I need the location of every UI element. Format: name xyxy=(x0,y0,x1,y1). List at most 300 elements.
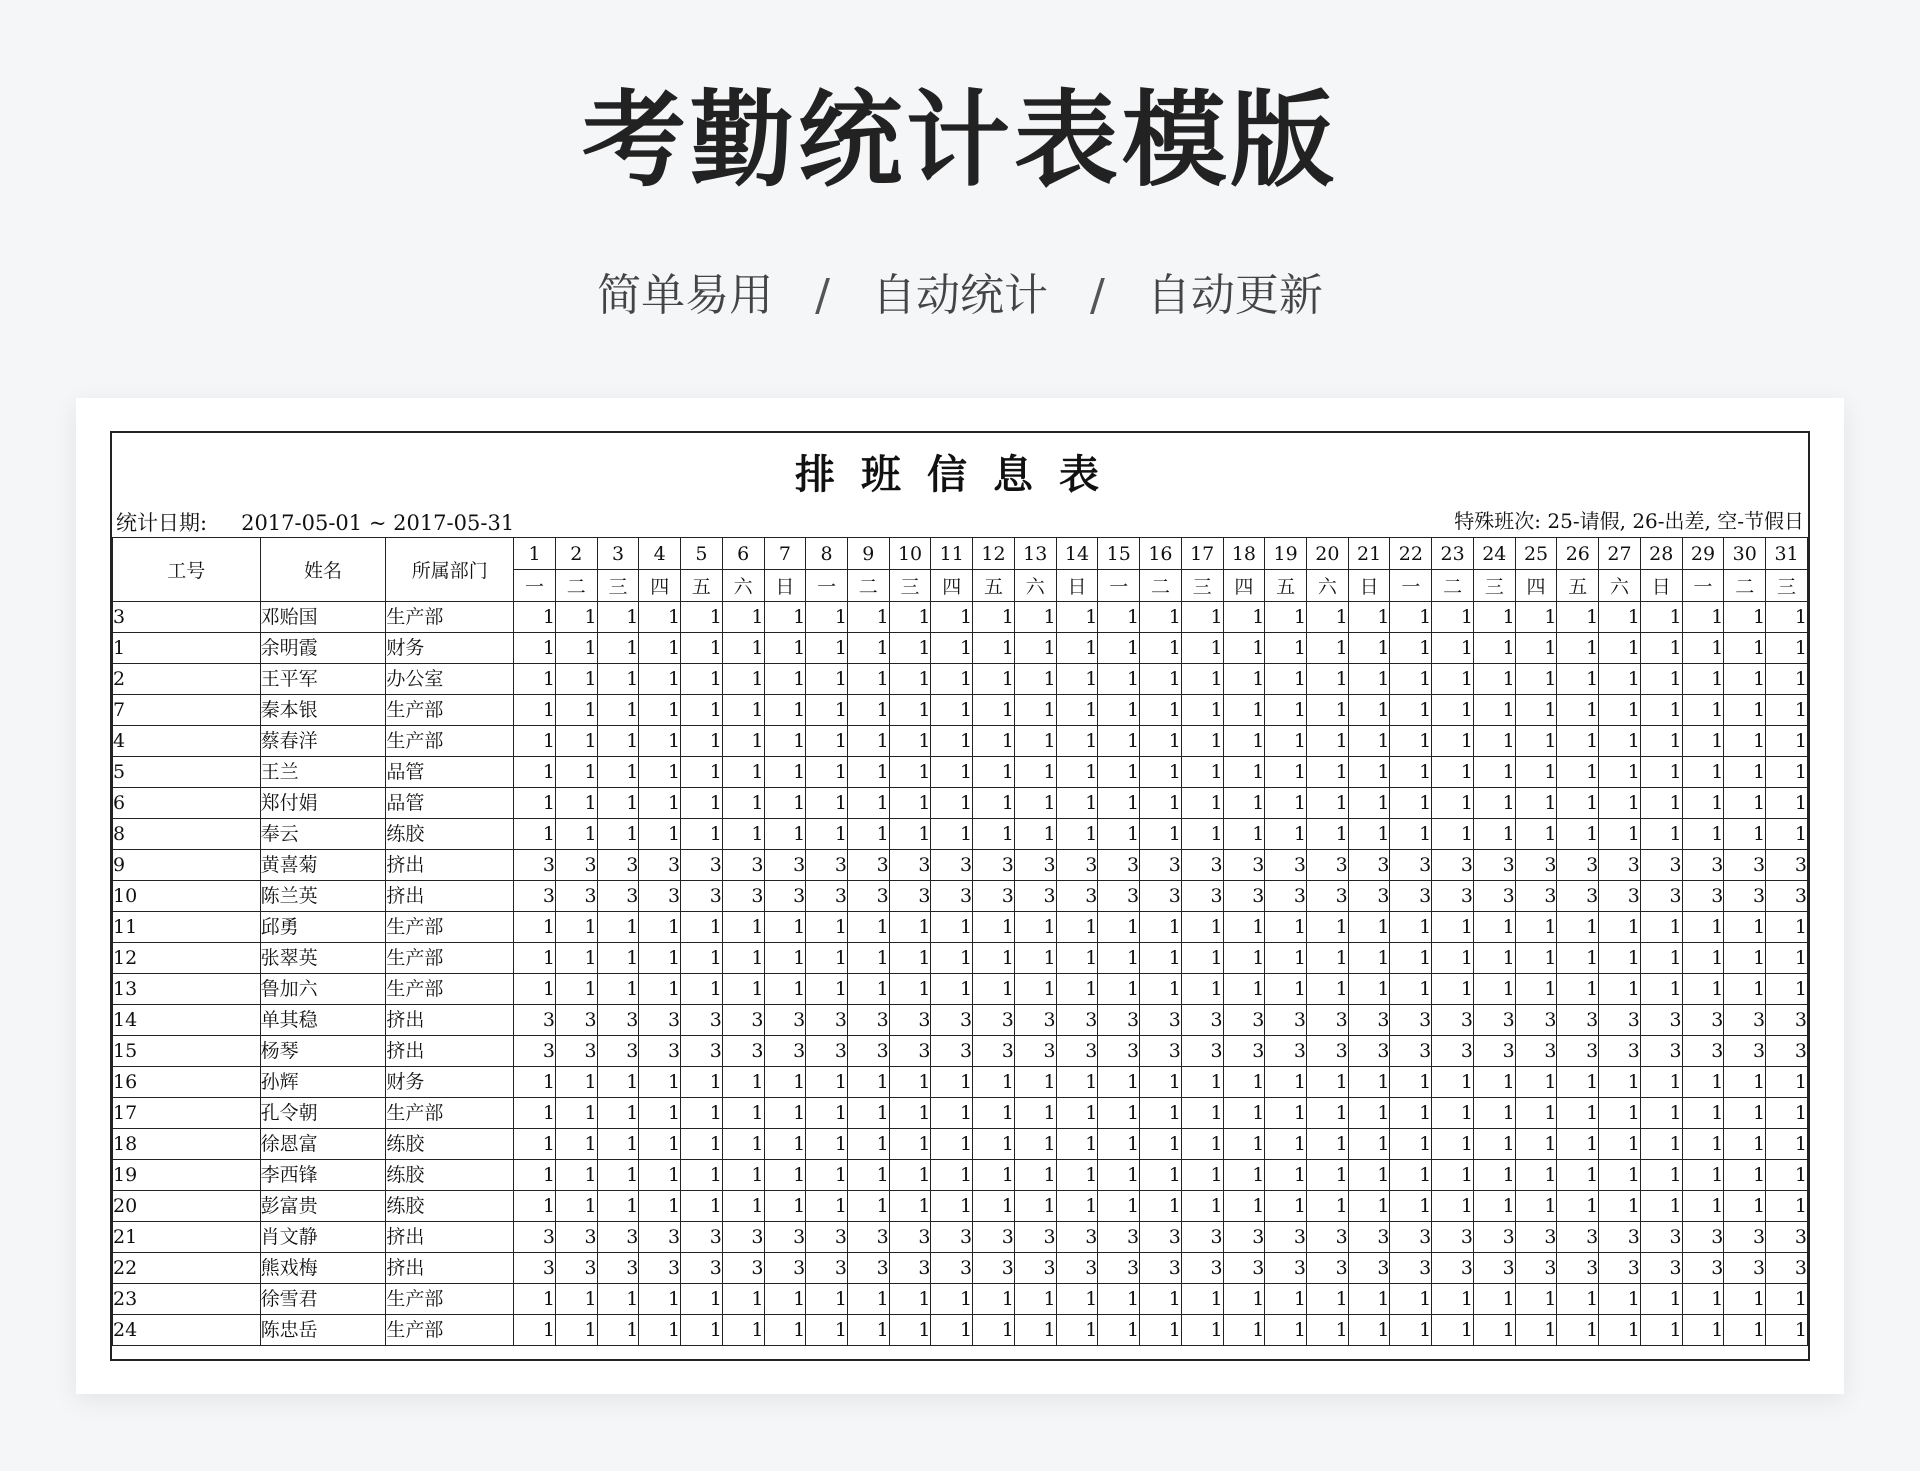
shift-cell[interactable]: 1 xyxy=(1682,974,1724,1005)
shift-cell[interactable]: 3 xyxy=(1766,850,1808,881)
shift-cell[interactable]: 1 xyxy=(1557,1284,1599,1315)
shift-cell[interactable]: 1 xyxy=(1181,1067,1223,1098)
shift-cell[interactable]: 3 xyxy=(847,1036,889,1067)
shift-cell[interactable]: 1 xyxy=(1098,1284,1140,1315)
shift-cell[interactable]: 1 xyxy=(764,819,806,850)
shift-cell[interactable]: 1 xyxy=(681,974,723,1005)
shift-cell[interactable]: 1 xyxy=(1599,602,1641,633)
department-cell[interactable]: 练胶 xyxy=(386,819,514,850)
shift-cell[interactable]: 3 xyxy=(1140,1253,1182,1284)
shift-cell[interactable]: 1 xyxy=(1515,974,1557,1005)
shift-cell[interactable]: 1 xyxy=(764,633,806,664)
shift-cell[interactable]: 1 xyxy=(1181,726,1223,757)
shift-cell[interactable]: 3 xyxy=(889,850,931,881)
shift-cell[interactable]: 1 xyxy=(1682,1067,1724,1098)
shift-cell[interactable]: 1 xyxy=(1515,912,1557,943)
employee-id-cell[interactable]: 21 xyxy=(113,1222,261,1253)
shift-cell[interactable]: 1 xyxy=(1390,974,1432,1005)
shift-cell[interactable]: 1 xyxy=(1056,1315,1098,1346)
shift-cell[interactable]: 3 xyxy=(1307,881,1349,912)
shift-cell[interactable]: 1 xyxy=(1181,1160,1223,1191)
shift-cell[interactable]: 1 xyxy=(931,819,973,850)
shift-cell[interactable]: 1 xyxy=(1724,757,1766,788)
department-cell[interactable]: 生产部 xyxy=(386,943,514,974)
shift-cell[interactable]: 3 xyxy=(555,1005,597,1036)
shift-cell[interactable]: 1 xyxy=(1557,974,1599,1005)
employee-id-cell[interactable]: 22 xyxy=(113,1253,261,1284)
shift-cell[interactable]: 1 xyxy=(1307,1098,1349,1129)
shift-cell[interactable]: 1 xyxy=(889,1315,931,1346)
shift-cell[interactable]: 1 xyxy=(1599,1160,1641,1191)
shift-cell[interactable]: 1 xyxy=(1307,943,1349,974)
shift-cell[interactable]: 1 xyxy=(722,1284,764,1315)
shift-cell[interactable]: 1 xyxy=(764,974,806,1005)
shift-cell[interactable]: 1 xyxy=(1766,1067,1808,1098)
shift-cell[interactable]: 1 xyxy=(1348,757,1390,788)
shift-cell[interactable]: 1 xyxy=(1432,695,1474,726)
shift-cell[interactable]: 1 xyxy=(973,726,1015,757)
shift-cell[interactable]: 1 xyxy=(1766,819,1808,850)
shift-cell[interactable]: 1 xyxy=(1432,1191,1474,1222)
shift-cell[interactable]: 1 xyxy=(514,912,556,943)
shift-cell[interactable]: 1 xyxy=(681,1067,723,1098)
shift-cell[interactable]: 1 xyxy=(847,1315,889,1346)
shift-cell[interactable]: 1 xyxy=(847,943,889,974)
shift-cell[interactable]: 1 xyxy=(1181,1315,1223,1346)
shift-cell[interactable]: 3 xyxy=(1140,1222,1182,1253)
shift-cell[interactable]: 1 xyxy=(1432,1315,1474,1346)
shift-cell[interactable]: 1 xyxy=(1223,788,1265,819)
shift-cell[interactable]: 3 xyxy=(1640,1222,1682,1253)
shift-cell[interactable]: 1 xyxy=(1140,633,1182,664)
employee-id-cell[interactable]: 8 xyxy=(113,819,261,850)
shift-cell[interactable]: 1 xyxy=(1056,602,1098,633)
shift-cell[interactable]: 1 xyxy=(1473,819,1515,850)
shift-cell[interactable]: 1 xyxy=(722,1129,764,1160)
shift-cell[interactable]: 1 xyxy=(889,602,931,633)
shift-cell[interactable]: 1 xyxy=(1014,1160,1056,1191)
shift-cell[interactable]: 1 xyxy=(1056,1098,1098,1129)
employee-id-cell[interactable]: 15 xyxy=(113,1036,261,1067)
shift-cell[interactable]: 1 xyxy=(764,1315,806,1346)
shift-cell[interactable]: 3 xyxy=(514,881,556,912)
shift-cell[interactable]: 1 xyxy=(722,943,764,974)
shift-cell[interactable]: 1 xyxy=(1390,602,1432,633)
shift-cell[interactable]: 3 xyxy=(722,1253,764,1284)
shift-cell[interactable]: 3 xyxy=(1515,1036,1557,1067)
department-cell[interactable]: 生产部 xyxy=(386,726,514,757)
shift-cell[interactable]: 1 xyxy=(681,912,723,943)
shift-cell[interactable]: 1 xyxy=(514,602,556,633)
employee-name-cell[interactable]: 徐雪君 xyxy=(260,1284,386,1315)
shift-cell[interactable]: 3 xyxy=(764,850,806,881)
shift-cell[interactable]: 1 xyxy=(722,1098,764,1129)
shift-cell[interactable]: 1 xyxy=(639,633,681,664)
shift-cell[interactable]: 1 xyxy=(1432,974,1474,1005)
shift-cell[interactable]: 1 xyxy=(1557,912,1599,943)
shift-cell[interactable]: 1 xyxy=(681,1191,723,1222)
department-cell[interactable]: 办公室 xyxy=(386,664,514,695)
shift-cell[interactable]: 1 xyxy=(514,633,556,664)
shift-cell[interactable]: 1 xyxy=(555,912,597,943)
shift-cell[interactable]: 1 xyxy=(1599,664,1641,695)
shift-cell[interactable]: 1 xyxy=(1348,664,1390,695)
shift-cell[interactable]: 3 xyxy=(1515,881,1557,912)
shift-cell[interactable]: 3 xyxy=(1223,1005,1265,1036)
shift-cell[interactable]: 3 xyxy=(973,1036,1015,1067)
shift-cell[interactable]: 1 xyxy=(722,1191,764,1222)
shift-cell[interactable]: 1 xyxy=(1140,757,1182,788)
shift-cell[interactable]: 1 xyxy=(1724,664,1766,695)
shift-cell[interactable]: 3 xyxy=(1348,1005,1390,1036)
shift-cell[interactable]: 1 xyxy=(973,974,1015,1005)
shift-cell[interactable]: 1 xyxy=(555,757,597,788)
department-cell[interactable]: 生产部 xyxy=(386,695,514,726)
shift-cell[interactable]: 1 xyxy=(806,1129,848,1160)
shift-cell[interactable]: 1 xyxy=(1724,819,1766,850)
shift-cell[interactable]: 3 xyxy=(514,1222,556,1253)
shift-cell[interactable]: 1 xyxy=(889,695,931,726)
shift-cell[interactable]: 1 xyxy=(639,974,681,1005)
employee-id-cell[interactable]: 10 xyxy=(113,881,261,912)
employee-name-cell[interactable]: 陈兰英 xyxy=(260,881,386,912)
shift-cell[interactable]: 3 xyxy=(1640,881,1682,912)
shift-cell[interactable]: 3 xyxy=(847,881,889,912)
shift-cell[interactable]: 3 xyxy=(1307,850,1349,881)
shift-cell[interactable]: 1 xyxy=(597,912,639,943)
shift-cell[interactable]: 1 xyxy=(722,819,764,850)
employee-name-cell[interactable]: 陈忠岳 xyxy=(260,1315,386,1346)
shift-cell[interactable]: 1 xyxy=(597,757,639,788)
shift-cell[interactable]: 3 xyxy=(1140,1005,1182,1036)
department-cell[interactable]: 生产部 xyxy=(386,1284,514,1315)
shift-cell[interactable]: 1 xyxy=(889,819,931,850)
shift-cell[interactable]: 1 xyxy=(1307,1160,1349,1191)
shift-cell[interactable]: 1 xyxy=(1307,1067,1349,1098)
shift-cell[interactable]: 1 xyxy=(1014,819,1056,850)
shift-cell[interactable]: 1 xyxy=(722,664,764,695)
employee-name-cell[interactable]: 徐恩富 xyxy=(260,1129,386,1160)
shift-cell[interactable]: 3 xyxy=(1098,881,1140,912)
shift-cell[interactable]: 3 xyxy=(1014,850,1056,881)
shift-cell[interactable]: 1 xyxy=(1724,912,1766,943)
shift-cell[interactable]: 1 xyxy=(889,633,931,664)
shift-cell[interactable]: 1 xyxy=(847,974,889,1005)
shift-cell[interactable]: 3 xyxy=(1766,1253,1808,1284)
shift-cell[interactable]: 3 xyxy=(555,881,597,912)
shift-cell[interactable]: 1 xyxy=(555,664,597,695)
shift-cell[interactable]: 1 xyxy=(1014,1129,1056,1160)
employee-id-cell[interactable]: 23 xyxy=(113,1284,261,1315)
shift-cell[interactable]: 3 xyxy=(889,1253,931,1284)
shift-cell[interactable]: 3 xyxy=(1682,881,1724,912)
shift-cell[interactable]: 3 xyxy=(1348,1253,1390,1284)
shift-cell[interactable]: 1 xyxy=(639,819,681,850)
shift-cell[interactable]: 3 xyxy=(1265,850,1307,881)
shift-cell[interactable]: 1 xyxy=(597,943,639,974)
employee-name-cell[interactable]: 奉云 xyxy=(260,819,386,850)
shift-cell[interactable]: 3 xyxy=(1640,1036,1682,1067)
shift-cell[interactable]: 1 xyxy=(931,1284,973,1315)
shift-cell[interactable]: 1 xyxy=(555,974,597,1005)
shift-cell[interactable]: 3 xyxy=(931,850,973,881)
shift-cell[interactable]: 1 xyxy=(1014,1191,1056,1222)
shift-cell[interactable]: 1 xyxy=(514,1160,556,1191)
shift-cell[interactable]: 1 xyxy=(1724,726,1766,757)
shift-cell[interactable]: 1 xyxy=(806,974,848,1005)
shift-cell[interactable]: 1 xyxy=(1140,788,1182,819)
shift-cell[interactable]: 1 xyxy=(973,943,1015,974)
shift-cell[interactable]: 1 xyxy=(597,633,639,664)
shift-cell[interactable]: 1 xyxy=(889,1098,931,1129)
shift-cell[interactable]: 3 xyxy=(597,1253,639,1284)
shift-cell[interactable]: 1 xyxy=(1181,819,1223,850)
shift-cell[interactable]: 1 xyxy=(1140,1191,1182,1222)
shift-cell[interactable]: 1 xyxy=(1265,726,1307,757)
shift-cell[interactable]: 1 xyxy=(973,1067,1015,1098)
shift-cell[interactable]: 3 xyxy=(639,1036,681,1067)
shift-cell[interactable]: 1 xyxy=(806,664,848,695)
shift-cell[interactable]: 1 xyxy=(1265,788,1307,819)
shift-cell[interactable]: 1 xyxy=(1515,757,1557,788)
shift-cell[interactable]: 3 xyxy=(806,1222,848,1253)
shift-cell[interactable]: 1 xyxy=(1098,1160,1140,1191)
shift-cell[interactable]: 1 xyxy=(1014,664,1056,695)
shift-cell[interactable]: 1 xyxy=(847,1098,889,1129)
employee-id-cell[interactable]: 9 xyxy=(113,850,261,881)
shift-cell[interactable]: 1 xyxy=(1640,757,1682,788)
shift-cell[interactable]: 1 xyxy=(1014,912,1056,943)
shift-cell[interactable]: 1 xyxy=(1766,602,1808,633)
shift-cell[interactable]: 1 xyxy=(597,1098,639,1129)
shift-cell[interactable]: 1 xyxy=(847,602,889,633)
shift-cell[interactable]: 3 xyxy=(1682,1005,1724,1036)
shift-cell[interactable]: 1 xyxy=(973,1191,1015,1222)
shift-cell[interactable]: 1 xyxy=(1682,1098,1724,1129)
shift-cell[interactable]: 3 xyxy=(1098,1222,1140,1253)
shift-cell[interactable]: 1 xyxy=(1557,757,1599,788)
shift-cell[interactable]: 1 xyxy=(514,726,556,757)
shift-cell[interactable]: 1 xyxy=(1473,695,1515,726)
shift-cell[interactable]: 3 xyxy=(1432,881,1474,912)
employee-id-cell[interactable]: 18 xyxy=(113,1129,261,1160)
employee-name-cell[interactable]: 黄喜菊 xyxy=(260,850,386,881)
shift-cell[interactable]: 1 xyxy=(1682,1191,1724,1222)
shift-cell[interactable]: 1 xyxy=(1265,757,1307,788)
shift-cell[interactable]: 3 xyxy=(514,1036,556,1067)
shift-cell[interactable]: 1 xyxy=(597,1284,639,1315)
department-cell[interactable]: 挤出 xyxy=(386,1253,514,1284)
shift-cell[interactable]: 3 xyxy=(973,850,1015,881)
shift-cell[interactable]: 1 xyxy=(889,943,931,974)
shift-cell[interactable]: 3 xyxy=(1098,1005,1140,1036)
employee-id-cell[interactable]: 16 xyxy=(113,1067,261,1098)
shift-cell[interactable]: 1 xyxy=(847,1129,889,1160)
shift-cell[interactable]: 1 xyxy=(1390,1160,1432,1191)
shift-cell[interactable]: 3 xyxy=(681,850,723,881)
shift-cell[interactable]: 1 xyxy=(639,943,681,974)
shift-cell[interactable]: 1 xyxy=(1348,943,1390,974)
shift-cell[interactable]: 1 xyxy=(722,1067,764,1098)
department-cell[interactable]: 品管 xyxy=(386,757,514,788)
shift-cell[interactable]: 1 xyxy=(1223,757,1265,788)
shift-cell[interactable]: 1 xyxy=(1682,726,1724,757)
shift-cell[interactable]: 1 xyxy=(1140,1129,1182,1160)
shift-cell[interactable]: 1 xyxy=(1682,695,1724,726)
department-cell[interactable]: 练胶 xyxy=(386,1160,514,1191)
shift-cell[interactable]: 1 xyxy=(1766,1098,1808,1129)
shift-cell[interactable]: 1 xyxy=(1307,1315,1349,1346)
shift-cell[interactable]: 1 xyxy=(1265,633,1307,664)
shift-cell[interactable]: 1 xyxy=(1265,1160,1307,1191)
shift-cell[interactable]: 1 xyxy=(1181,1129,1223,1160)
employee-name-cell[interactable]: 邓贻国 xyxy=(260,602,386,633)
shift-cell[interactable]: 3 xyxy=(1766,881,1808,912)
shift-cell[interactable]: 1 xyxy=(1098,943,1140,974)
shift-cell[interactable]: 1 xyxy=(681,633,723,664)
shift-cell[interactable]: 1 xyxy=(1432,788,1474,819)
shift-cell[interactable]: 1 xyxy=(889,726,931,757)
shift-cell[interactable]: 1 xyxy=(931,695,973,726)
shift-cell[interactable]: 1 xyxy=(764,1160,806,1191)
shift-cell[interactable]: 1 xyxy=(1515,633,1557,664)
shift-cell[interactable]: 1 xyxy=(764,788,806,819)
shift-cell[interactable]: 1 xyxy=(639,1160,681,1191)
shift-cell[interactable]: 1 xyxy=(1348,1191,1390,1222)
shift-cell[interactable]: 1 xyxy=(1473,602,1515,633)
shift-cell[interactable]: 3 xyxy=(1473,881,1515,912)
shift-cell[interactable]: 1 xyxy=(1515,726,1557,757)
shift-cell[interactable]: 3 xyxy=(1181,1036,1223,1067)
department-cell[interactable]: 挤出 xyxy=(386,850,514,881)
shift-cell[interactable]: 1 xyxy=(722,633,764,664)
shift-cell[interactable]: 3 xyxy=(931,1036,973,1067)
shift-cell[interactable]: 1 xyxy=(1181,1284,1223,1315)
employee-name-cell[interactable]: 王平军 xyxy=(260,664,386,695)
shift-cell[interactable]: 1 xyxy=(1432,1067,1474,1098)
shift-cell[interactable]: 3 xyxy=(1056,1005,1098,1036)
shift-cell[interactable]: 1 xyxy=(973,757,1015,788)
shift-cell[interactable]: 3 xyxy=(1140,881,1182,912)
shift-cell[interactable]: 1 xyxy=(1515,1160,1557,1191)
shift-cell[interactable]: 1 xyxy=(1682,664,1724,695)
shift-cell[interactable]: 1 xyxy=(1014,695,1056,726)
shift-cell[interactable]: 1 xyxy=(639,695,681,726)
shift-cell[interactable]: 1 xyxy=(1181,1098,1223,1129)
shift-cell[interactable]: 1 xyxy=(722,912,764,943)
shift-cell[interactable]: 1 xyxy=(1265,695,1307,726)
shift-cell[interactable]: 1 xyxy=(1473,788,1515,819)
shift-cell[interactable]: 1 xyxy=(1682,912,1724,943)
shift-cell[interactable]: 1 xyxy=(1682,602,1724,633)
shift-cell[interactable]: 1 xyxy=(1056,1284,1098,1315)
shift-cell[interactable]: 1 xyxy=(1307,602,1349,633)
shift-cell[interactable]: 1 xyxy=(1640,1067,1682,1098)
shift-cell[interactable]: 1 xyxy=(1265,1315,1307,1346)
shift-cell[interactable]: 1 xyxy=(889,664,931,695)
shift-cell[interactable]: 1 xyxy=(764,726,806,757)
shift-cell[interactable]: 1 xyxy=(1056,1067,1098,1098)
shift-cell[interactable]: 3 xyxy=(1640,1253,1682,1284)
shift-cell[interactable]: 3 xyxy=(1348,850,1390,881)
shift-cell[interactable]: 1 xyxy=(597,664,639,695)
shift-cell[interactable]: 1 xyxy=(1682,757,1724,788)
shift-cell[interactable]: 1 xyxy=(1056,974,1098,1005)
shift-cell[interactable]: 1 xyxy=(722,757,764,788)
shift-cell[interactable]: 1 xyxy=(722,726,764,757)
shift-cell[interactable]: 1 xyxy=(1724,1315,1766,1346)
shift-cell[interactable]: 1 xyxy=(1390,726,1432,757)
shift-cell[interactable]: 1 xyxy=(1014,726,1056,757)
shift-cell[interactable]: 1 xyxy=(1640,912,1682,943)
shift-cell[interactable]: 1 xyxy=(1473,974,1515,1005)
shift-cell[interactable]: 3 xyxy=(681,1005,723,1036)
shift-cell[interactable]: 1 xyxy=(1348,788,1390,819)
shift-cell[interactable]: 1 xyxy=(1014,1284,1056,1315)
shift-cell[interactable]: 1 xyxy=(1557,633,1599,664)
shift-cell[interactable]: 1 xyxy=(639,726,681,757)
shift-cell[interactable]: 1 xyxy=(1307,788,1349,819)
shift-cell[interactable]: 1 xyxy=(1014,633,1056,664)
shift-cell[interactable]: 1 xyxy=(1056,943,1098,974)
shift-cell[interactable]: 1 xyxy=(681,788,723,819)
shift-cell[interactable]: 3 xyxy=(514,850,556,881)
employee-name-cell[interactable]: 彭富贵 xyxy=(260,1191,386,1222)
shift-cell[interactable]: 1 xyxy=(597,1067,639,1098)
employee-id-cell[interactable]: 4 xyxy=(113,726,261,757)
shift-cell[interactable]: 1 xyxy=(639,1315,681,1346)
shift-cell[interactable]: 1 xyxy=(931,602,973,633)
shift-cell[interactable]: 3 xyxy=(1223,850,1265,881)
shift-cell[interactable]: 1 xyxy=(973,1129,1015,1160)
shift-cell[interactable]: 1 xyxy=(1599,633,1641,664)
shift-cell[interactable]: 1 xyxy=(806,1098,848,1129)
shift-cell[interactable]: 3 xyxy=(1766,1005,1808,1036)
shift-cell[interactable]: 3 xyxy=(639,1005,681,1036)
shift-cell[interactable]: 1 xyxy=(847,912,889,943)
shift-cell[interactable]: 3 xyxy=(597,850,639,881)
shift-cell[interactable]: 1 xyxy=(806,1315,848,1346)
shift-cell[interactable]: 1 xyxy=(1348,633,1390,664)
shift-cell[interactable]: 1 xyxy=(1307,1191,1349,1222)
shift-cell[interactable]: 1 xyxy=(806,633,848,664)
department-cell[interactable]: 挤出 xyxy=(386,881,514,912)
shift-cell[interactable]: 1 xyxy=(1473,1160,1515,1191)
shift-cell[interactable]: 1 xyxy=(764,695,806,726)
shift-cell[interactable]: 1 xyxy=(889,912,931,943)
shift-cell[interactable]: 1 xyxy=(514,757,556,788)
shift-cell[interactable]: 3 xyxy=(973,1005,1015,1036)
shift-cell[interactable]: 3 xyxy=(1432,1036,1474,1067)
shift-cell[interactable]: 1 xyxy=(1640,943,1682,974)
shift-cell[interactable]: 1 xyxy=(1223,912,1265,943)
shift-cell[interactable]: 3 xyxy=(1515,1222,1557,1253)
shift-cell[interactable]: 1 xyxy=(1473,1098,1515,1129)
shift-cell[interactable]: 1 xyxy=(1640,633,1682,664)
shift-cell[interactable]: 1 xyxy=(1348,1098,1390,1129)
shift-cell[interactable]: 3 xyxy=(722,1036,764,1067)
shift-cell[interactable]: 1 xyxy=(1432,819,1474,850)
shift-cell[interactable]: 3 xyxy=(889,881,931,912)
shift-cell[interactable]: 1 xyxy=(931,1129,973,1160)
shift-cell[interactable]: 1 xyxy=(514,1191,556,1222)
shift-cell[interactable]: 1 xyxy=(1724,974,1766,1005)
shift-cell[interactable]: 3 xyxy=(1724,1253,1766,1284)
shift-cell[interactable]: 3 xyxy=(806,1005,848,1036)
shift-cell[interactable]: 1 xyxy=(1640,1315,1682,1346)
shift-cell[interactable]: 1 xyxy=(1140,819,1182,850)
shift-cell[interactable]: 3 xyxy=(639,1253,681,1284)
